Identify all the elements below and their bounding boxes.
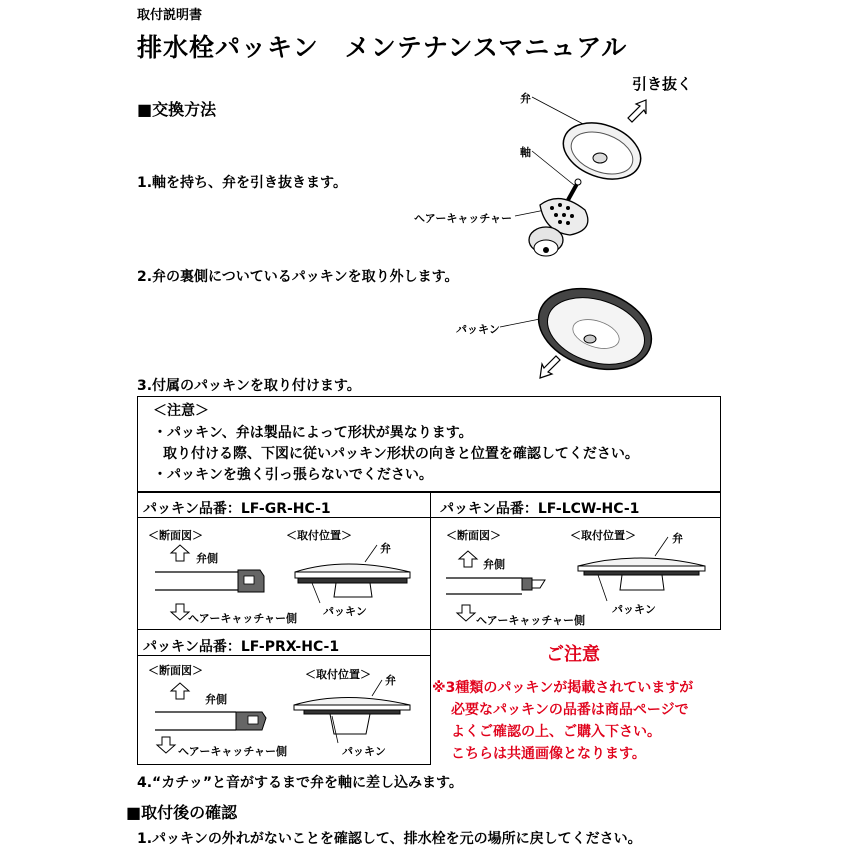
up-arrow-icon [459,551,477,567]
after-heading: ■取付後の確認 [126,803,238,822]
caution-line-2: 必要なパッキンの品番は商品ページで [451,702,689,718]
valve-label: 弁 [672,532,683,545]
caution-heading: ご注意 [546,644,600,665]
model-title-gr: パッキン品番：LF-GR-HC-1 [143,501,331,517]
notice-heading: ＜注意＞ [153,403,209,419]
section-label: ＜断面図＞ [148,529,203,542]
valve-side-label: 弁側 [205,693,227,706]
model-title-prx: パッキン品番：LF-PRX-HC-1 [143,639,340,655]
hair-side-label: ヘアーキャッチャー側 [476,614,586,627]
valve-label: 弁 [385,674,396,687]
mounting-position [578,537,705,601]
notice-line-2: 取り付ける際、下図に従いパッキン形状の向きと位置を確認してください。 [163,446,639,462]
packing-label: パッキン [342,745,386,758]
down-arrow-icon [157,737,175,753]
packing-label: パッキン [323,605,367,618]
caution-line-3: よくご確認の上、ご購入下さい。 [451,724,661,740]
mounting-position [295,545,410,603]
hair-side-label: ヘアーキャッチャー側 [178,745,288,758]
page-title: 排水栓パッキン メンテナンスマニュアル [137,33,628,62]
cross-section [446,578,545,594]
valve-label: 弁 [380,542,391,555]
step-3-text: 3.付属のパッキンを取り付けます。 [137,378,361,394]
valve-side-label: 弁側 [483,558,505,571]
notice-line-1: ・パッキン、弁は製品によって形状が異なります。 [153,425,473,441]
down-arrow-icon [457,605,475,621]
cross-section [155,712,266,730]
step-1-text: 1.軸を持ち、弁を引き抜きます。 [137,175,347,191]
caution-line-4: こちらは共通画像となります。 [451,746,646,762]
label-shaft: 軸 [520,146,531,159]
up-arrow-icon [171,683,189,699]
label-hair-catcher: ヘアーキャッチャー [414,212,513,225]
position-label: ＜取付位置＞ [305,668,371,681]
doc-type-label: 取付説明書 [137,8,203,23]
position-label: ＜取付位置＞ [570,529,636,542]
hair-side-label: ヘアーキャッチャー側 [188,612,298,625]
label-pull-out: 引き抜く [632,75,693,93]
position-label: ＜取付位置＞ [286,529,352,542]
packing-label: パッキン [612,603,656,616]
label-valve-top: 弁 [520,92,531,105]
exchange-heading: ■交換方法 [137,100,217,119]
notice-line-3: ・パッキンを強く引っ張らないでください。 [153,467,433,483]
step-2-text: 2.弁の裏側についているパッキンを取り外します。 [137,269,459,285]
section-label: ＜断面図＞ [148,664,203,677]
caution-line-1: ※3種類のパッキンが掲載されていますが [432,680,694,696]
cross-section [155,570,264,592]
after-step-1-text: 1.パッキンの外れがないことを確認して、排水栓を元の場所に戻してください。 [137,831,642,847]
section-label: ＜断面図＞ [446,529,501,542]
down-arrow-icon [171,604,189,620]
up-arrow-icon [171,545,189,561]
model-title-lcw: パッキン品番：LF-LCW-HC-1 [440,501,640,517]
mounting-position [294,680,410,743]
step-4-text: 4.“カチッ”と音がするまで弁を軸に差し込みます。 [137,775,463,791]
valve-side-label: 弁側 [196,552,218,565]
label-packing-top: パッキン [456,323,500,336]
